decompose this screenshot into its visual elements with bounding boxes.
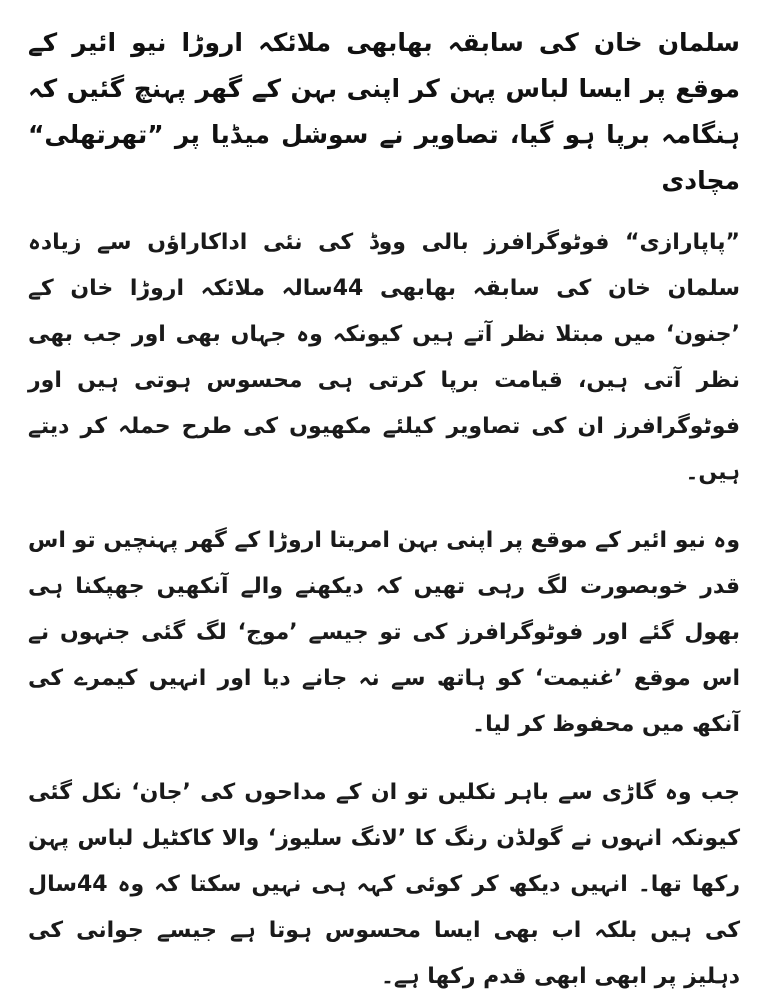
article-paragraph-3: جب وہ گاڑی سے باہر نکلیں تو ان کے مداحوں کی ’جان‘ نکل گئی کیونکہ انہوں نے گولڈن رنگ کا ’لانگ سلیوز‘ والا کاکٹیل لباس پہن رکھا تھا۔ انہیں دیکھ کر کوئی کہہ ہی نہیں سکتا کہ وہ 44سال کی ہیں بلکہ اب بھی ایسا محسوس ہوتا ہے جیسے جوانی کی دہلیز پر ابھی ابھی قدم رکھا ہے۔ <box>28 780 740 989</box>
article-paragraph-2: وہ نیو ائیر کے موقع پر اپنی بہن امریتا اروڑا کے گھر پہنچیں تو اس قدر خوبصورت لگ رہی تھیں کہ دیکھنے والے آنکھیں جھپکنا ہی بھول گئے اور فوٹوگرافرز کی تو جیسے ’موج‘ لگ گئی جنہوں نے اس موقع ’غنیمت‘ کو ہاتھ سے نہ جانے دیا اور انہیں کیمرے کی آنکھ میں محفوظ کر لیا۔ <box>28 528 740 737</box>
article-paragraph-1: ”پاپارازی“ فوٹوگرافرز بالی ووڈ کی نئی اداکاراؤں سے زیادہ سلمان خان کی سابقہ بھابھی 44سالہ ملائکہ اروڑا خان کے ’جنون‘ میں مبتلا نظر آتے ہیں کیونکہ وہ جہاں بھی اور جب بھی نظر آتی ہیں، قیامت برپا کرتی ہی محسوس ہوتی ہیں اور فوٹوگرافرز ان کی تصاویر کیلئے مکھیوں کی طرح حملہ کر دیتے ہیں۔ <box>28 230 740 485</box>
article-headline: سلمان خان کی سابقہ بھابھی ملائکہ اروڑا نیو ائیر کے موقع پر ایسا لباس پہن کر اپنی بہن کے گھر پہنچ گئیں کہ ہنگامہ برپا ہو گیا، تصاویر نے سوشل میڈیا پر ”تھرتھلی“ مچادی <box>28 28 740 195</box>
article <box>28 0 740 989</box>
